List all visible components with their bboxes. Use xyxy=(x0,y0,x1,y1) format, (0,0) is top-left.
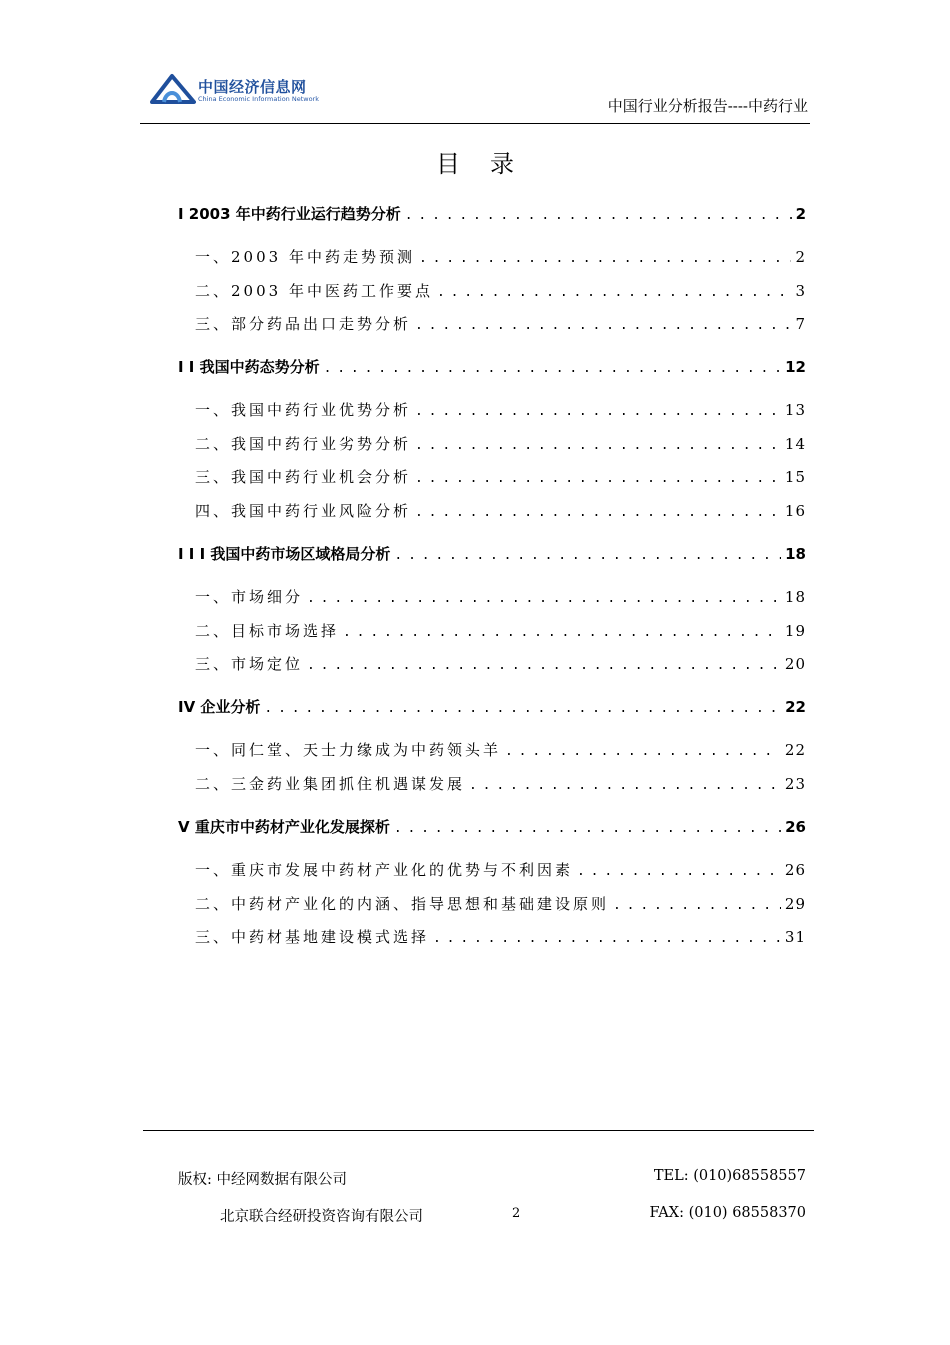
toc-section-label: 二、中药材产业化的内涵、指导思想和基础建设原则 xyxy=(195,894,610,913)
toc-chapter-page-number: 2 xyxy=(795,205,806,223)
dot-leader xyxy=(307,591,781,606)
toc-section[interactable] xyxy=(195,466,806,487)
footer-company: 北京联合经研投资咨询有限公司 xyxy=(220,1209,423,1225)
toc-chapter-page-number: 18 xyxy=(785,545,806,563)
dot-leader xyxy=(419,251,792,266)
toc-section-label: 一、我国中药行业优势分析 xyxy=(195,401,412,419)
toc-section[interactable] xyxy=(195,926,806,947)
toc-section[interactable] xyxy=(195,739,806,760)
dot-leader xyxy=(415,505,781,520)
logo-text-en: China Economic Information Network xyxy=(198,95,319,103)
dot-leader xyxy=(415,318,791,333)
dot-leader xyxy=(437,285,792,300)
footer-divider xyxy=(143,1130,814,1131)
toc-section[interactable] xyxy=(195,620,806,641)
toc-section[interactable] xyxy=(195,773,806,794)
toc-chapter-page-number: 12 xyxy=(785,358,806,376)
toc-section[interactable] xyxy=(195,893,806,914)
toc-chapter[interactable] xyxy=(178,356,806,377)
toc-section-page-number: 20 xyxy=(784,655,806,673)
toc-section-label: 二、2003 年中医药工作要点 xyxy=(195,281,433,300)
toc-section-page-number: 15 xyxy=(784,468,806,486)
toc-section[interactable] xyxy=(195,399,806,420)
toc-section[interactable] xyxy=(195,433,806,454)
toc-chapter[interactable] xyxy=(178,696,806,717)
toc-chapter-page-number: 22 xyxy=(785,698,806,716)
dot-leader xyxy=(415,471,781,486)
toc-section-page-number: 31 xyxy=(784,928,806,946)
toc-chapter-label: I I I 我国中药市场区域格局分析 xyxy=(178,545,391,563)
dot-leader xyxy=(264,701,781,716)
dot-leader xyxy=(613,898,781,913)
toc-section-page-number: 3 xyxy=(795,281,806,300)
toc-section[interactable] xyxy=(195,859,806,880)
toc-section-label: 一、重庆市发展中药材产业化的优势与不利因素 xyxy=(195,861,574,879)
toc-section-page-number: 13 xyxy=(784,401,806,419)
toc-section-page-number: 23 xyxy=(784,774,806,793)
toc-section-label: 一、2003 年中药走势预测 xyxy=(195,248,415,266)
toc-title: 目录 xyxy=(436,150,544,178)
dot-leader xyxy=(577,864,781,879)
toc-section-label: 三、部分药品出口走势分析 xyxy=(195,315,412,333)
toc-section-page-number: 18 xyxy=(784,588,806,606)
toc-chapter-page-number: 26 xyxy=(785,818,806,836)
dot-leader xyxy=(469,778,781,793)
toc-section-label: 三、中药材基地建设模式选择 xyxy=(195,928,430,946)
toc-chapter[interactable] xyxy=(178,203,806,224)
toc-chapter-label: I I 我国中药态势分析 xyxy=(178,358,320,376)
toc-section-label: 一、市场细分 xyxy=(195,588,304,606)
dot-leader xyxy=(415,404,781,419)
toc-section-label: 二、三金药业集团抓住机遇谋发展 xyxy=(195,774,466,793)
footer-fax: FAX: (010) 68558370 xyxy=(649,1205,806,1221)
logo-text-cn: 中国经济信息网 xyxy=(198,78,307,96)
dot-leader xyxy=(324,361,782,376)
toc-chapter-label: IV 企业分析 xyxy=(178,698,261,716)
toc-section-label: 二、目标市场选择 xyxy=(195,621,340,640)
toc-section[interactable] xyxy=(195,313,806,334)
toc-section-page-number: 29 xyxy=(784,894,806,913)
dot-leader xyxy=(394,548,781,563)
toc-section[interactable] xyxy=(195,653,806,674)
toc-section-label: 三、市场定位 xyxy=(195,655,304,673)
toc-section-label: 一、同仁堂、天士力缘成为中药领头羊 xyxy=(195,741,502,759)
dot-leader xyxy=(415,438,781,453)
toc-section-page-number: 2 xyxy=(795,248,806,266)
toc-section[interactable] xyxy=(195,246,806,267)
dot-leader xyxy=(343,625,781,640)
toc-section[interactable] xyxy=(195,500,806,521)
dot-leader xyxy=(394,821,781,836)
toc-section-page-number: 26 xyxy=(784,861,806,879)
dot-leader xyxy=(307,658,781,673)
dot-leader xyxy=(405,208,792,223)
dot-leader xyxy=(505,744,781,759)
toc-section[interactable] xyxy=(195,280,806,301)
toc-section-page-number: 22 xyxy=(784,741,806,759)
toc-chapter-label: I 2003 年中药行业运行趋势分析 xyxy=(178,205,401,223)
report-title: 中国行业分析报告----中药行业 xyxy=(607,97,808,115)
toc-chapter-label: V 重庆市中药材产业化发展探析 xyxy=(178,818,390,836)
toc-section-page-number: 19 xyxy=(784,621,806,640)
footer-copyright: 版权: 中经网数据有限公司 xyxy=(178,1172,347,1188)
toc-chapter[interactable] xyxy=(178,816,806,837)
toc-section-label: 二、我国中药行业劣势分析 xyxy=(195,434,412,453)
footer-tel: TEL: (010)68558557 xyxy=(653,1168,806,1184)
toc-section[interactable] xyxy=(195,586,806,607)
toc-section-page-number: 14 xyxy=(784,434,806,453)
toc-section-page-number: 7 xyxy=(795,315,806,333)
footer-page-number: 2 xyxy=(512,1206,521,1221)
toc-section-label: 四、我国中药行业风险分析 xyxy=(195,501,412,520)
toc-chapter[interactable] xyxy=(178,543,806,564)
toc-section-label: 三、我国中药行业机会分析 xyxy=(195,468,412,486)
toc-section-page-number: 16 xyxy=(784,501,806,520)
dot-leader xyxy=(433,931,781,946)
